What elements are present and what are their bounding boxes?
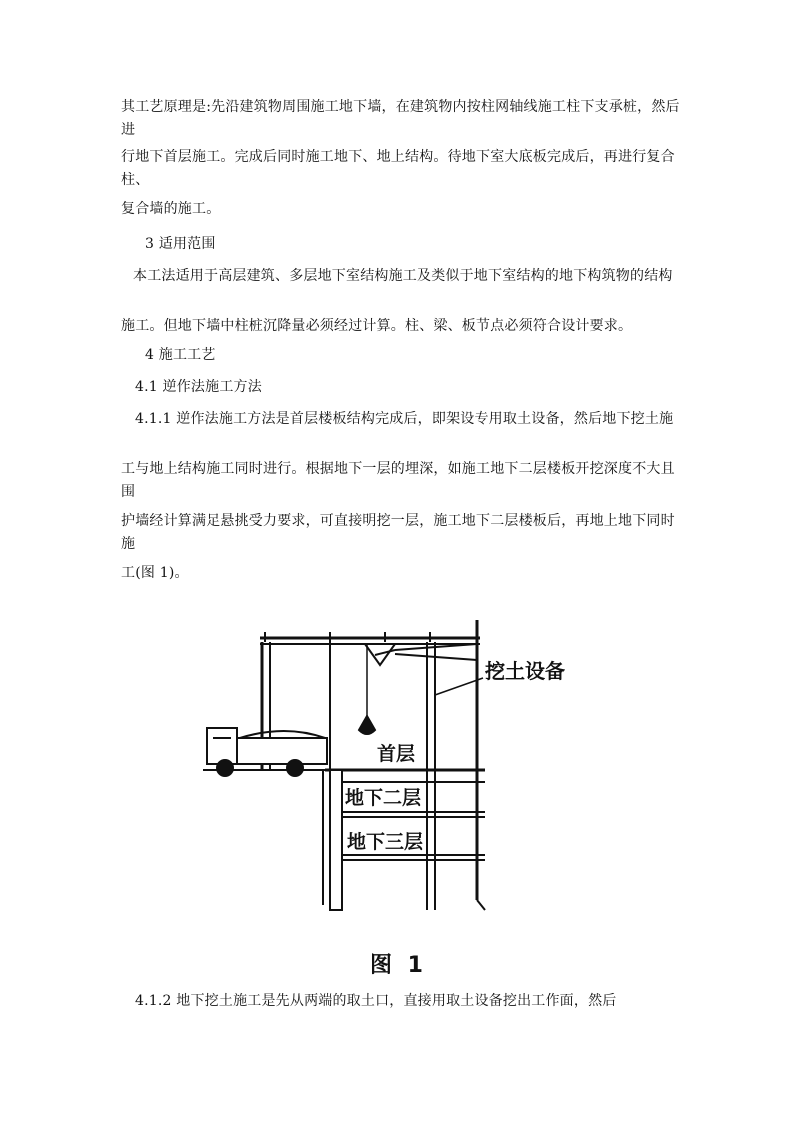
subsection-heading-method: 4.1 逆作法施工方法 — [135, 379, 262, 395]
paragraph-scope-2: 施工。但地下墙中柱桩沉降量必须经过计算。柱、梁、板节点必须符合设计要求。 — [121, 318, 633, 334]
paragraph-principle-2: 行地下首层施工。完成后同时施工地下、地上结构。待地下室大底板完成后，再进行复合柱、 — [121, 149, 675, 188]
label-basement-2: 地下二层 — [345, 787, 422, 809]
label-basement-3: 地下三层 — [347, 831, 424, 853]
section-heading-scope: 3 适用范围 — [145, 236, 216, 252]
label-excavation-equipment: 挖土设备 — [485, 659, 565, 683]
figure-1-diagram — [195, 620, 615, 920]
section-heading-process: 4 施工工艺 — [145, 347, 216, 363]
paragraph-method-3: 护墙经计算满足悬挑受力要求，可直接明挖一层，施工地下二层楼板后，再地上地下同时施 — [121, 513, 675, 552]
paragraph-method-4: 工(图 1)。 — [121, 565, 189, 581]
paragraph-excavation: 4.1.2 地下挖土施工是先从两端的取土口，直接用取土设备挖出工作面，然后 — [135, 993, 617, 1009]
paragraph-principle-3: 复合墙的施工。 — [121, 201, 221, 217]
paragraph-method-2: 工与地上结构施工同时进行。根据地下一层的埋深，如施工地下二层楼板开挖深度不大且围 — [121, 461, 675, 500]
paragraph-scope-1: 本工法适用于高层建筑、多层地下室结构施工及类似于地下室结构的地下构筑物的结构 — [133, 268, 673, 284]
figure-caption: 图 1 — [370, 953, 427, 978]
paragraph-principle-1: 其工艺原理是:先沿建筑物周围施工地下墙，在建筑物内按柱网轴线施工柱下支承桩，然后进 — [121, 99, 680, 138]
paragraph-method-1: 4.1.1 逆作法施工方法是首层楼板结构完成后，即架设专用取土设备，然后地下挖土施 — [135, 411, 674, 427]
label-ground-floor: 首层 — [377, 743, 416, 765]
